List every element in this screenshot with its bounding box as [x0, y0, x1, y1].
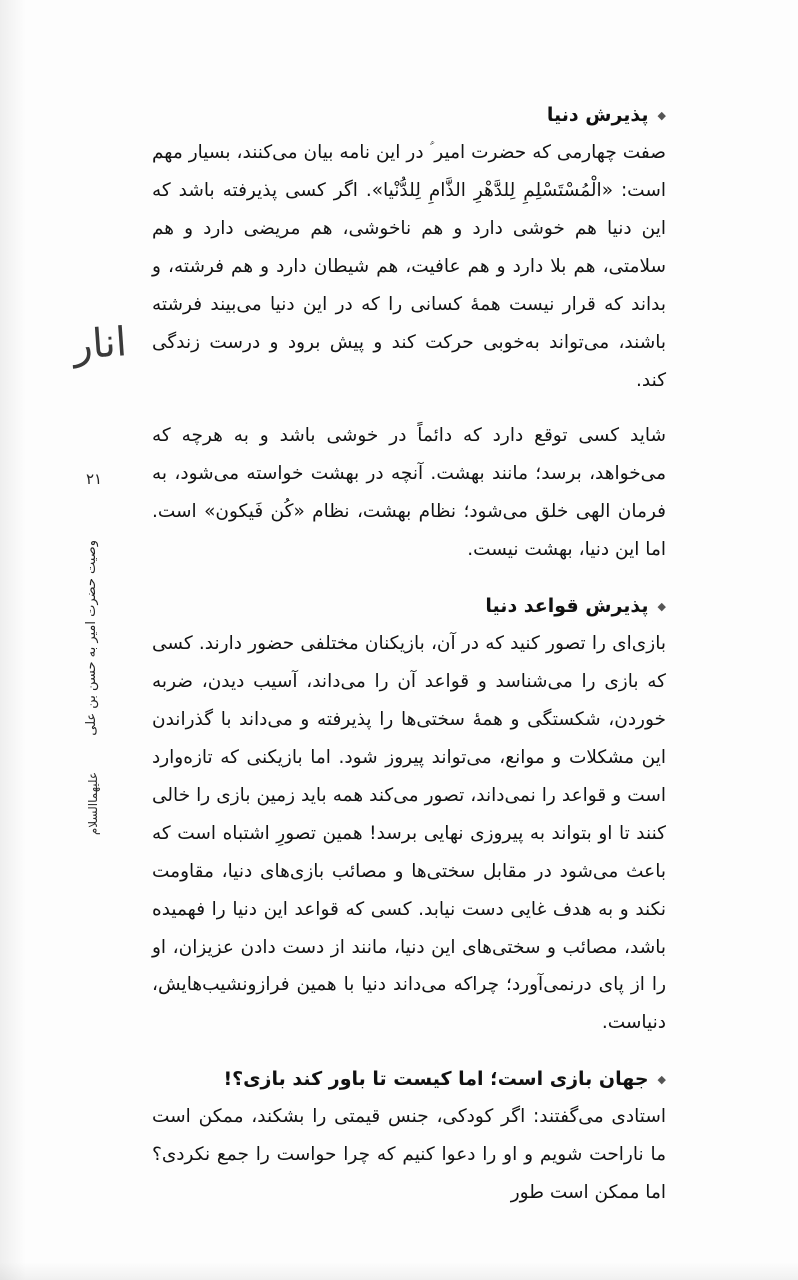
section-heading-2 [152, 595, 666, 617]
paragraph-2-1: بازی‌ای را تصور کنید که در آن، بازیکنان مختلفی حضور دارند. کسی که بازی را می‌شناسد و قواعد آن را می‌داند، آسیب دیدن، ضربه خوردن، شکستگی و همهٔ سختی‌ها را پذیرفته و می‌داند با گذراندن این مشکلات و موانع، می‌تواند پیروز شود. اما بازیکنی که تازه‌وارد است و قواعد را نمی‌داند، تصور می‌کند همه باید زمین بازی را خالی کنند تا او بتواند به پیروزی نهایی برسد! همین تصورِ اشتباه است که باعث می‌شود در مقابل سختی‌ها و مصائب بازی‌های دنیا، مقاومت نکند و به هدف غایی دست نیابد. کسی که قواعد این دنیا را فهمیده باشد، مصائب و سختی‌های این دنیا، مانند از دست دادن عزیزان، او را از پای درنمی‌آورد؛ چراکه می‌داند دنیا با همین فرازونشیب‌هایش، دنیاست. [152, 633, 666, 1034]
section-heading-1-label: پذیرش دنیا [546, 104, 649, 126]
diamond-bullet-icon: ◆ [657, 109, 666, 122]
section-heading-1 [152, 104, 666, 126]
section-heading-2-label: پذیرش قواعد دنیا [485, 595, 649, 618]
decorative-ornament-icon [68, 300, 132, 388]
paragraph-1-2: شاید کسی توقع دارد که دائماً در خوشی باشد و به هرچه که می‌خواهد، برسد؛ مانند بهشت. آنچه در بهشت خواسته می‌شود، به فرمان الهی خلق می‌شود؛ نظام بهشت، نظام «کُن فَیکون» است. اما این دنیا، بهشت نیست. [152, 425, 666, 561]
page-edge-shadow-bottom [0, 1262, 798, 1280]
page-edge-shadow-left [0, 0, 26, 1280]
page-margin-column [58, 100, 138, 1100]
section-heading-3 [152, 1068, 666, 1090]
section-heading-3-label: جهان بازی است؛ اما کیست تا باور کند بازی؟! [223, 1068, 649, 1091]
paragraph-3-1: استادی می‌گفتند: اگر کودکی، جنس قیمتی را بشکند، ممکن است ما ناراحت شویم و او را دعوا کنیم که چرا حواست را جمع نکردی؟ اما ممکن است طور [152, 1106, 666, 1204]
paragraph-1-1: صفت چهارمی که حضرت امیر ؑ در این نامه بیان می‌کنند، بسیار مهم است: «الْمُسْتَسْلِمِ لِلدَّهْرِ الذَّامِ لِلدُّنْیا». اگر کسی پذیرفته باشد که این دنیا هم خوشی دارد و هم ناخوشی، هم مریضی دارد و هم سلامتی، هم بلا دارد و هم عافیت، هم شیطان دارد و هم فرشته، و بداند که قرار نیست همهٔ کسانی را که در این دنیا می‌بیند فرشته باشند، می‌تواند به‌خوبی حرکت کند و پیش برود و درست زندگی کند. [152, 142, 666, 391]
page-content [152, 104, 666, 1212]
page-number: ۲۱ [86, 470, 103, 488]
ornament-glyph: انار [71, 319, 129, 369]
diamond-bullet-icon: ◆ [657, 1073, 666, 1087]
diamond-bullet-icon: ◆ [657, 600, 666, 614]
running-side-title: وصیت حضرت امیر به حسن بن علی [84, 540, 99, 736]
side-title-honorific: علیهماالسلام [86, 772, 100, 836]
